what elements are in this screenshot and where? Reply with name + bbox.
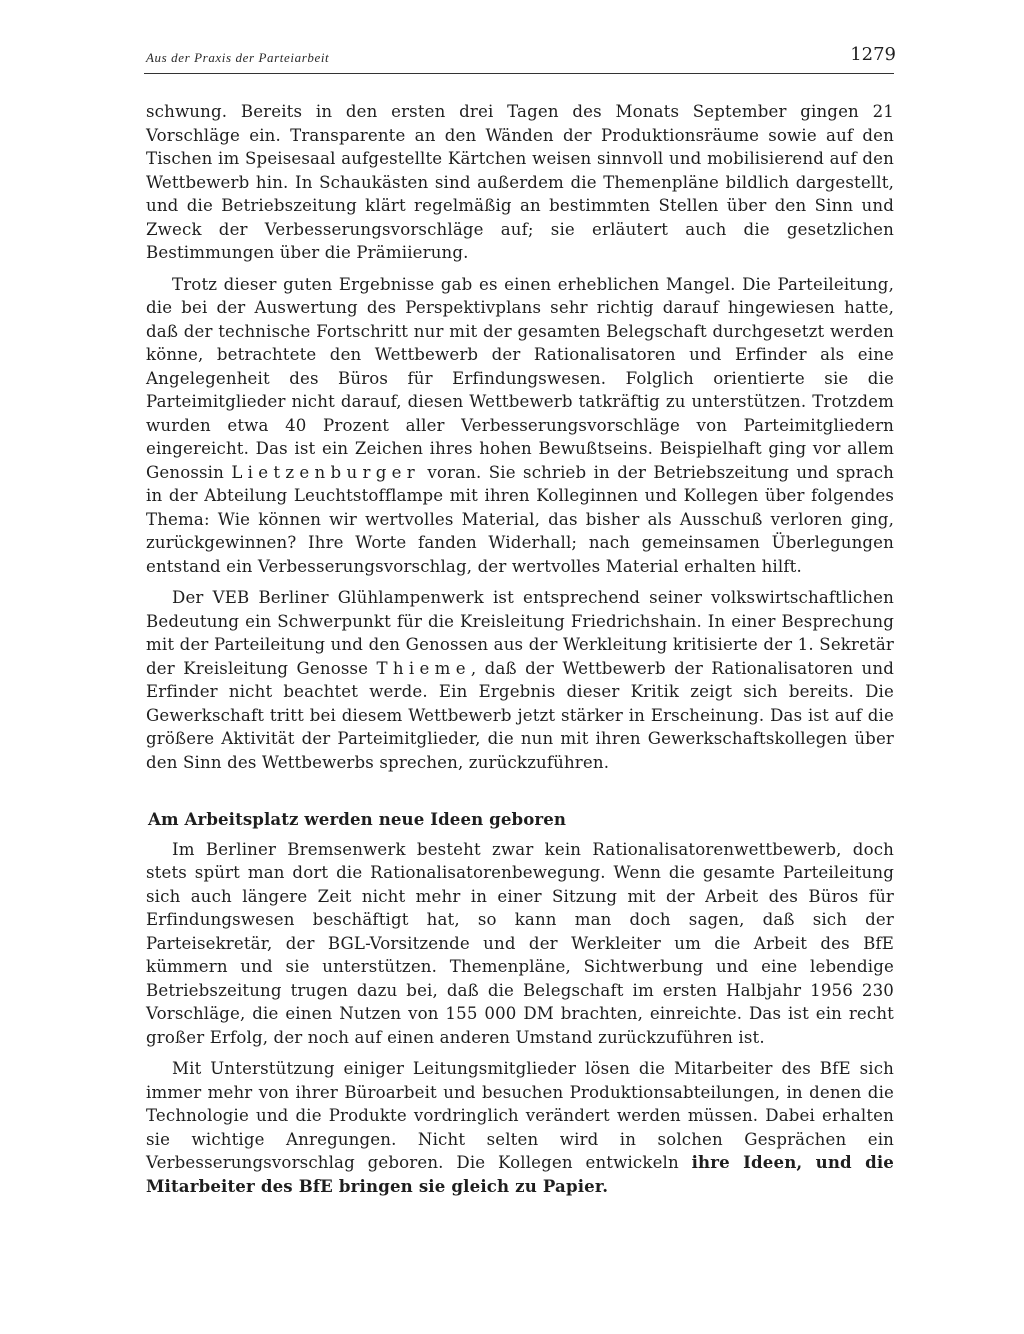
header-rule [144, 73, 894, 74]
paragraph-2-text-a: Trotz dieser guten Ergebnisse gab es einen erheblichen Mangel. Die Parteileitung, die bei der Auswertung des Perspektivplans sehr richtig darauf hingewiesen hatte, daß der technische Fortschritt nur mit der gesamten Belegschaft durchgesetzt werden könne, betrachtete den Wettbewerb der Rationalisatoren und Erfinder als eine Angelegenheit des Büros für Erfindungswesen. Folglich orientierte sie die Parteimitglieder nicht darauf, diesen Wettbewerb tatkräftig zu unterstützen. Trotzdem wurden etwa 40 Prozent aller Verbesserungsvorschläge von Parteimitgliedern eingereicht. Das ist ein Zeichen ihres hohen Bewußtseins. Beispielhaft ging vor allem Genossin [146, 274, 894, 482]
paragraph-3-text-b: , daß der Wettbewerb der Rationalisatoren und Erfinder nicht beachtet werde. Ein Ergebnis dieser Kritik zeigt sich bereits. Die Gewerkschaft tritt bei diesem Wettbewerb jetzt stärker in Erscheinung. Das ist auf die größere Aktivität der Parteimitglieder, die nun mit ihren Gewerkschaftskollegen über den Sinn des Wettbewerbs sprechen, zurückzuführen. [146, 658, 894, 772]
running-title: Aus der Praxis der Parteiarbeit [146, 50, 330, 65]
paragraph-4-text: Im Berliner Bremsenwerk besteht zwar kein Rationalisatorenwettbewerb, doch stets spürt man dort die Rationalisatorenbewegung. Wenn die gesamte Parteileitung sich auch längere Zeit nicht mehr in einer Sitzung mit der Arbeit des Büros für Erfindungswesen beschäftigt hat, so kann man doch sagen, daß sich der Parteisekretär, der BGL-Vorsitzende und der Werkleiter um die Arbeit des BfE kümmern und sie unterstützen. Themenpläne, Sichtwerbung und eine lebendige Betriebszeitung trugen dazu bei, daß die Belegschaft im ersten Halbjahr 1956 230 Vorschläge, die einen Nutzen von 155 000 DM brachten, einreichte. Das ist ein recht großer Erfolg, der noch auf einen anderen Umstand zurückzuführen ist. [146, 839, 894, 1047]
paragraph-3 [146, 586, 894, 774]
spaced-name-lietzenburger: Lietzenburger [231, 462, 421, 482]
paragraph-3-text-a: Der VEB Berliner Glühlampenwerk ist entsprechend seiner volkswirtschaftlichen Bedeutung ein Schwerpunkt für die Kreisleitung Friedrichshain. In einer Besprechung mit der Parteileitung und den Genossen aus der Werkleitung kritisierte der 1. Sekretär der Kreisleitung Genosse [146, 588, 894, 678]
section-heading: Am Arbeitsplatz werden neue Ideen geboren [148, 809, 567, 829]
spaced-name-thieme: Thieme [376, 658, 471, 678]
article-body [146, 100, 894, 1198]
page-number: 1279 [850, 44, 896, 65]
paragraph-5-bold-text: ihre Ideen, und die Mitarbeiter des BfE bringen sie gleich zu Papier. [146, 1152, 894, 1196]
paragraph-5 [146, 1057, 894, 1198]
paragraph-1-text: schwung. Bereits in den ersten drei Tagen des Monats September gingen 21 Vorschläge ein. Transparente an den Wänden der Produktionsräume sowie auf den Tischen im Speisesaal aufgestellte Kärtchen weisen sinnvoll und mobilisierend auf den Wettbewerb hin. In Schaukästen sind außerdem die Themenpläne bildlich dargestellt, und die Betriebszeitung klärt regelmäßig an bestimmten Stellen über den Sinn und Zweck der Verbesserungsvorschläge auf; sie erläutert auch die gesetzlichen Bestimmungen über die Prämiierung. [146, 102, 894, 262]
paragraph-4 [146, 838, 894, 1050]
paragraph-5-text-a: Mit Unterstützung einiger Leitungsmitglieder lösen die Mitarbeiter des BfE sich immer mehr von ihrer Büroarbeit und besuchen Produktionsabteilungen, in denen die Technologie und die Produkte vordringlich verändert werden müssen. Dabei erhalten sie wichtige Anregungen. Nicht selten wird in solchen Gesprächen ein Verbesserungsvorschlag geboren. Die Kollegen entwickeln [146, 1059, 894, 1172]
paragraph-1 [146, 100, 894, 265]
paragraph-2-text-b: voran. Sie schrieb in der Betriebszeitung und sprach in der Abteilung Leuchtstofflampe mit ihren Kolleginnen und Kollegen über folgendes Thema: Wie können wir wertvolles Material, das bisher als Ausschuß verloren ging, zurückgewinnen? Ihre Worte fanden Widerhall; nach gemeinsamen Überlegungen entstand ein Verbesserungsvorschlag, der wertvolles Material erhalten hilft. [146, 462, 894, 576]
paragraph-2 [146, 273, 894, 579]
